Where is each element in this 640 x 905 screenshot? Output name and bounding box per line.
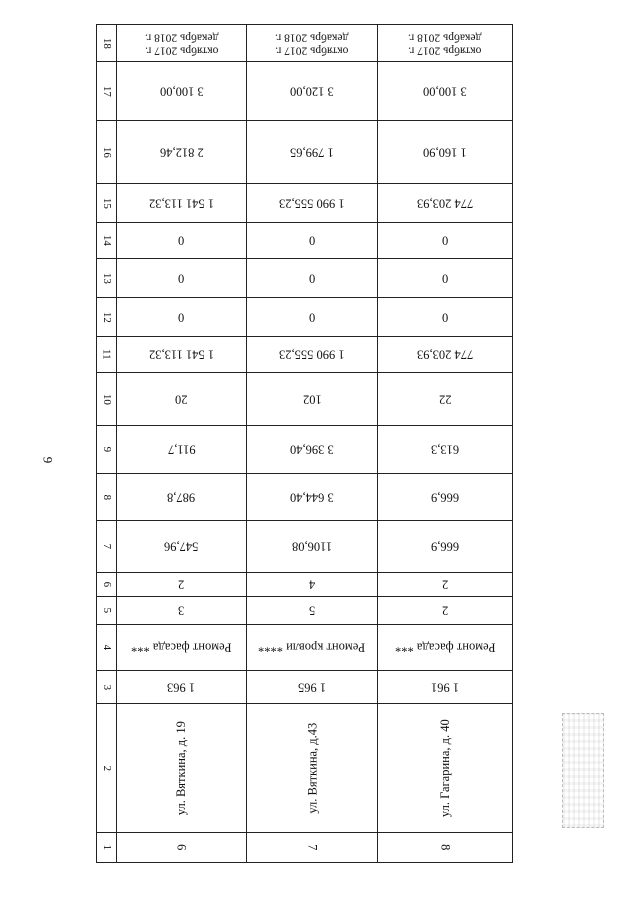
cell-c5-text: 2 (441, 603, 449, 618)
cell-c14 (378, 223, 512, 258)
cell-c8 (378, 474, 512, 520)
cell-c5-text: 5 (308, 603, 316, 618)
column-number (97, 25, 116, 61)
column-number (97, 298, 116, 336)
period-start: октябрь 2017 г. (408, 44, 482, 57)
cell-c14-text: 0 (441, 233, 449, 248)
cell-c16 (247, 121, 377, 183)
cell-period-text (275, 30, 348, 56)
table-rule-vertical (512, 24, 513, 863)
cell-c9-text: 911,7 (167, 442, 196, 457)
column-number-text: 9 (100, 446, 113, 453)
cell-c1-text: 7 (305, 844, 320, 851)
column-number-text: 12 (100, 311, 113, 323)
cell-c8-text: 3 644,40 (290, 490, 334, 505)
cell-c13-text: 0 (308, 271, 316, 286)
cell-c8 (247, 474, 377, 520)
cell-c2-text: ул. Гагарина, д. 40 (437, 719, 452, 817)
column-number-text: 13 (100, 272, 113, 284)
column-number (97, 704, 116, 832)
column-number (97, 62, 116, 120)
cell-c8-text: 666,9 (430, 490, 460, 505)
cell-c17-text: 3 100,00 (159, 84, 204, 99)
cell-c10 (117, 373, 246, 425)
cell-c5 (378, 597, 512, 624)
cell-c16-text: 1 160,90 (423, 145, 467, 160)
cell-c13-text: 0 (178, 271, 185, 286)
cell-c14 (117, 223, 246, 258)
cell-c14-text: 0 (178, 233, 185, 248)
cell-c11 (378, 337, 512, 372)
cell-c11 (247, 337, 377, 372)
cell-c14 (247, 223, 377, 258)
cell-c15 (117, 184, 246, 222)
cell-c10-text: 102 (302, 392, 322, 407)
column-number-text: 7 (100, 543, 113, 550)
cell-c7-text: 1106,08 (291, 539, 333, 554)
cell-c4-text: Ремонт кровли **** (258, 640, 366, 655)
cell-c7-text: 666,9 (430, 539, 460, 554)
cell-c17 (378, 62, 512, 120)
column-number-text: 17 (100, 85, 113, 97)
cell-c6-text: 2 (441, 577, 449, 592)
table-rule-horizontal (96, 862, 513, 863)
cell-c5 (117, 597, 246, 624)
cell-c4-text: Ремонт фасада *** (131, 640, 232, 655)
column-number-text: 1 (100, 844, 113, 851)
column-number (97, 373, 116, 425)
cell-c3 (117, 671, 246, 703)
column-number-text: 18 (100, 37, 113, 49)
cell-c12-text: 0 (308, 310, 316, 325)
cell-c1-text: 8 (438, 844, 453, 851)
cell-c4 (247, 625, 377, 670)
cell-c9-text: 3 396,40 (290, 442, 334, 457)
cell-c9 (247, 426, 377, 473)
column-number-text: 3 (100, 684, 113, 690)
cell-c1 (378, 833, 512, 862)
cell-c1-text: 6 (174, 844, 189, 851)
cell-c7-text: 547,96 (164, 539, 199, 554)
cell-c3-text: 1 961 (430, 680, 460, 695)
column-number (97, 573, 116, 596)
column-number (97, 597, 116, 624)
cell-c15 (378, 184, 512, 222)
cell-c12-text: 0 (441, 310, 449, 325)
column-number (97, 625, 116, 670)
cell-c3 (378, 671, 512, 703)
cell-c6 (378, 573, 512, 596)
cell-c10-text: 20 (175, 392, 188, 407)
cell-c12 (247, 298, 377, 336)
cell-c6-text: 4 (308, 577, 316, 592)
cell-c2 (378, 704, 512, 832)
cell-c1 (117, 833, 246, 862)
cell-c3-text: 1 963 (167, 680, 196, 695)
cell-period (378, 25, 512, 61)
cell-c13-text: 0 (441, 271, 449, 286)
cell-c5-text: 3 (178, 603, 185, 618)
cell-c7 (247, 521, 377, 572)
cell-c12-text: 0 (178, 310, 185, 325)
cell-period-text (145, 30, 218, 56)
cell-c3-text: 1 965 (297, 680, 327, 695)
column-number (97, 671, 116, 703)
cell-c8-text: 987,8 (167, 490, 196, 505)
cell-c2 (247, 704, 377, 832)
column-number (97, 833, 116, 862)
column-number-text: 4 (100, 644, 113, 651)
column-number-text: 11 (100, 349, 113, 360)
column-number (97, 259, 116, 297)
cell-c9 (117, 426, 246, 473)
column-number-text: 10 (100, 393, 113, 405)
cell-c10 (247, 373, 377, 425)
scan-stamp-artifact (562, 713, 604, 828)
cell-c17 (117, 62, 246, 120)
cell-c11-text: 1 990 555,23 (279, 347, 345, 362)
cell-c16-text: 2 812,46 (159, 145, 204, 160)
cell-c11 (117, 337, 246, 372)
cell-c4-text: Ремонт фасада *** (394, 640, 496, 655)
column-number (97, 337, 116, 372)
column-number (97, 121, 116, 183)
cell-c12 (378, 298, 512, 336)
cell-c2-text: ул. Вяткина, д. 19 (174, 720, 189, 816)
cell-c17-text: 3 120,00 (290, 84, 334, 99)
cell-c6 (117, 573, 246, 596)
column-number-text: 5 (100, 607, 113, 614)
cell-c10 (378, 373, 512, 425)
cell-c17-text: 3 100,00 (423, 84, 467, 99)
cell-c10-text: 22 (438, 392, 452, 407)
cell-period-text (408, 30, 481, 56)
cell-c13 (378, 259, 512, 297)
cell-c15-text: 774 203,93 (416, 196, 474, 211)
cell-c13 (117, 259, 246, 297)
period-end: декабрь 2018 г. (408, 31, 482, 43)
period-start: октябрь 2017 г. (144, 44, 219, 57)
column-number (97, 521, 116, 572)
cell-c1 (247, 833, 377, 862)
cell-c17 (247, 62, 377, 120)
cell-period (117, 25, 246, 61)
cell-c13 (247, 259, 377, 297)
cell-c7 (117, 521, 246, 572)
cell-c11-text: 774 203,93 (416, 347, 474, 362)
cell-c8 (117, 474, 246, 520)
cell-c7 (378, 521, 512, 572)
cell-c16-text: 1 799,65 (290, 145, 334, 160)
cell-c15 (247, 184, 377, 222)
cell-c12 (117, 298, 246, 336)
cell-c14-text: 0 (308, 233, 316, 248)
column-number (97, 184, 116, 222)
cell-c4 (378, 625, 512, 670)
cell-c9 (378, 426, 512, 473)
column-number-text: 6 (100, 581, 113, 588)
cell-c5 (247, 597, 377, 624)
cell-c16 (117, 121, 246, 183)
cell-period (247, 25, 377, 61)
column-number (97, 223, 116, 258)
cell-c15-text: 1 541 113,32 (148, 196, 215, 211)
cell-c2-text: ул. Вяткина, д.43 (304, 722, 319, 814)
cell-c15-text: 1 990 555,23 (279, 196, 345, 211)
column-number-text: 8 (100, 494, 113, 500)
cell-c3 (247, 671, 377, 703)
column-number-text: 15 (100, 197, 113, 209)
column-number (97, 426, 116, 473)
column-number-text: 14 (100, 234, 113, 246)
cell-c16 (378, 121, 512, 183)
period-start: октябрь 2017 г. (275, 44, 349, 57)
column-number-text: 2 (100, 765, 113, 771)
cell-c2 (117, 704, 246, 832)
cell-c4 (117, 625, 246, 670)
column-number (97, 474, 116, 520)
cell-c11-text: 1 541 113,32 (148, 347, 215, 362)
period-end: декабрь 2018 г. (275, 31, 349, 43)
page-number: 9 (40, 456, 56, 464)
period-end: декабрь 2018 г. (144, 31, 219, 43)
cell-c6-text: 2 (178, 577, 185, 592)
cell-c6 (247, 573, 377, 596)
column-number-text: 16 (100, 146, 113, 158)
cell-c9-text: 613,3 (430, 442, 460, 457)
